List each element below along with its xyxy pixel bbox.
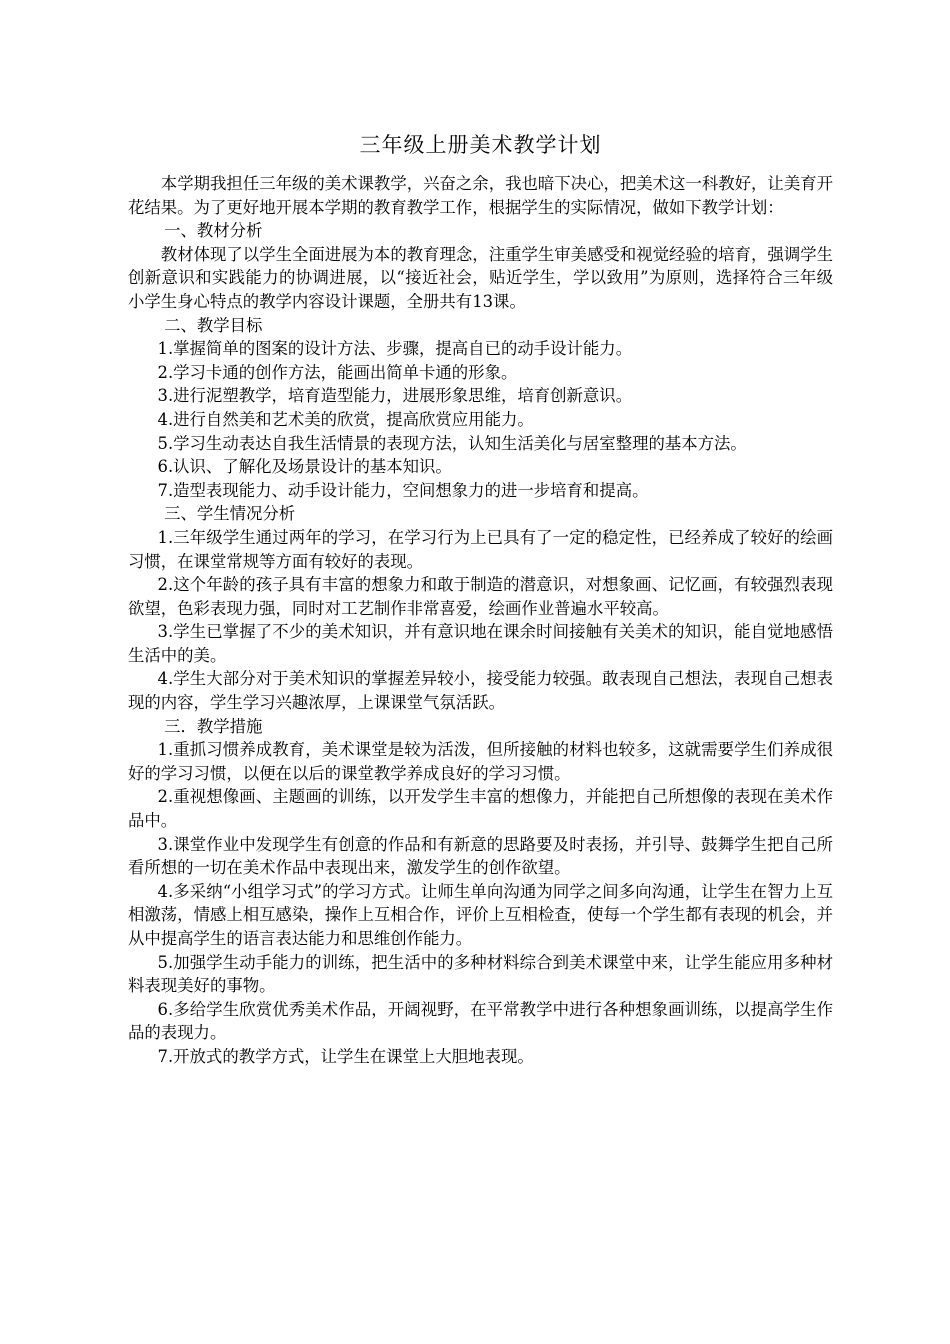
list-item: 3.学生已掌握了不少的美术知识，并有意识地在课余时间接触有关美术的知识，能自觉地感悟生活中的美。 xyxy=(128,622,833,665)
section-heading: 一、教材分析 xyxy=(164,221,263,241)
list-item: 4.进行自然美和艺术美的欣赏，提高欣赏应用能力。 xyxy=(157,409,534,429)
list-item: 6.认识、了解化及场景设计的基本知识。 xyxy=(157,457,452,477)
section-heading: 三．教学措施 xyxy=(164,716,263,736)
list-item: 3.进行泥塑教学，培育造型能力，进展形象思维，培育创新意识。 xyxy=(157,386,633,406)
list-item: 4.学生大部分对于美术知识的掌握差异较小，接受能力较强。敢表现自己想法，表现自己想表现的内容，学生学习兴趣浓厚，上课课堂气氛活跃。 xyxy=(128,669,833,713)
section-heading: 二、教学目标 xyxy=(164,315,263,335)
list-item: 1.三年级学生通过两年的学习，在学习行为上已具有了一定的稳定性，已经养成了较好的绘画习惯，在课堂常规等方面有较好的表现。 xyxy=(128,527,833,571)
list-item: 7.开放式的教学方式，让学生在课堂上大胆地表现。 xyxy=(157,1046,534,1066)
section-materials xyxy=(128,219,833,313)
paragraph: 教材体现了以学生全面进展为本的教育理念，注重学生审美感受和视觉经验的培育，强调学生创新意识和实践能力的协调进展，以“接近社会，贴近学生，学以致用”为原则，选择符合三年级小学生身心特点的教学内容设计课题，全册共有13课。 xyxy=(128,244,833,311)
list-item: 1.掌握简单的图案的设计方法、步骤，提高自已的动手设计能力。 xyxy=(157,339,633,359)
list-item: 3.课堂作业中发现学生有创意的作品和有新意的思路要及时表扬，并引导、鼓舞学生把自己所看所想的一切在美术作品中表现出来，激发学生的创作欲望。 xyxy=(128,834,833,878)
list-item: 6.多给学生欣赏优秀美术作品，开阔视野，在平常教学中进行各种想象画训练，以提高学生作品的表现力。 xyxy=(128,999,833,1043)
document-page xyxy=(128,130,833,1069)
list-item: 4.多采纳“小组学习式”的学习方式。让师生单向沟通为同学之间多向沟通，让学生在智力上互相激荡，情感上相互感染，操作上互相合作，评价上互相检查，使每一个学生都有表现的机会，并从中提高学生的语言表达能力和思维创作能力。 xyxy=(128,881,833,948)
list-item: 2.学习卡通的创作方法，能画出简单卡通的形象。 xyxy=(157,362,518,382)
list-item: 7.造型表现能力、动手设计能力，空间想象力的进一步培育和提高。 xyxy=(157,480,649,500)
list-item: 2.重视想像画、主题画的训练，以开发学生丰富的想像力，并能把自己所想像的表现在美术作品中。 xyxy=(128,787,833,831)
section-heading: 三、学生情况分析 xyxy=(164,504,296,524)
section-students xyxy=(128,502,833,714)
section-goals xyxy=(128,314,833,503)
list-item: 5.学习生动表达自我生活情景的表现方法，认知生活美化与居室整理的基本方法。 xyxy=(157,433,747,453)
list-item: 1.重抓习惯养成教育，美术课堂是较为活泼，但所接触的材料也较多，这就需要学生们养成很好的学习习惯，以便在以后的课堂教学养成良好的学习习惯。 xyxy=(128,740,833,783)
list-item: 5.加强学生动手能力的训练，把生活中的多种材料综合到美术课堂中来，让学生能应用多种材料表现美好的事物。 xyxy=(128,952,833,996)
section-measures xyxy=(128,715,833,1069)
document-title: 三年级上册美术教学计划 xyxy=(359,133,602,157)
intro-paragraph: 本学期我担任三年级的美术课教学，兴奋之余，我也暗下决心，把美术这一科教好，让美育开花结果。为了更好地开展本学期的教育教学工作，根据学生的实际情况，做如下教学计划： xyxy=(128,174,833,217)
list-item: 2.这个年龄的孩子具有丰富的想象力和敢于制造的潜意识，对想象画、记忆画，有较强烈表现欲望，色彩表现力强，同时对工艺制作非常喜爱，绘画作业普遍水平较高。 xyxy=(128,575,833,618)
